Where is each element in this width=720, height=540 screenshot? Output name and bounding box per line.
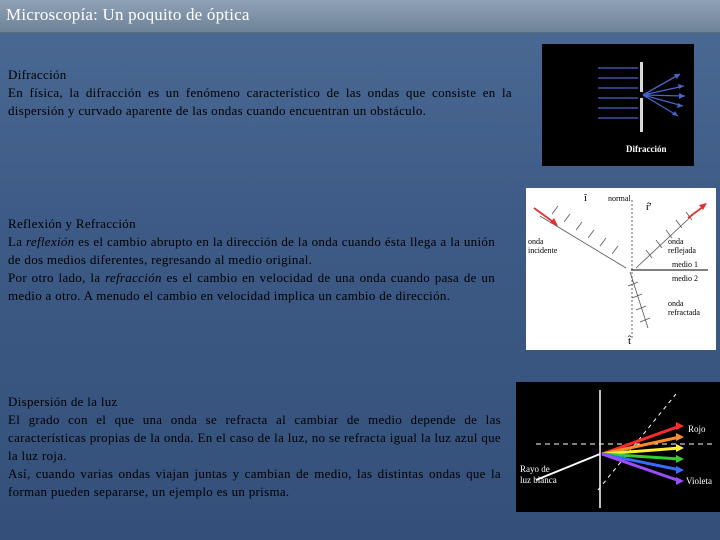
section-dispersion — [8, 393, 501, 501]
heading-difraccion: Difracción — [8, 67, 67, 82]
label-normal: normal — [608, 194, 631, 203]
prism-svg — [516, 382, 720, 512]
diffraction-caption: Difracción — [626, 144, 667, 154]
dispersed-ray-arrowhead — [676, 444, 684, 452]
label-incident-1: onda — [528, 237, 544, 246]
label-t-hat: t̂ — [628, 335, 632, 347]
text-dispersion-2: Así, cuando varias ondas viajan juntas y cambian de medio, las distintas ondas que la forman pueden separarse, un ejemplo es un prisma. — [8, 466, 501, 499]
label-violet: Violeta — [686, 476, 712, 486]
label-refracted-2: refractada — [668, 308, 700, 317]
section-difraccion — [8, 66, 512, 120]
dispersed-ray-arrowhead — [676, 455, 684, 463]
dispersed-rays — [602, 422, 684, 485]
label-incident-2: incidente — [528, 246, 558, 255]
heading-reflexion: Reflexión y Refracción — [8, 216, 136, 231]
section-reflexion — [8, 215, 495, 305]
reflection-figure — [526, 188, 716, 350]
label-refracted-1: onda — [668, 299, 684, 308]
label-reflected-2: reflejada — [668, 246, 696, 255]
label-r-hat: r̂' — [646, 201, 652, 213]
label-medio-2: medio 2 — [672, 274, 698, 283]
dispersed-ray-arrowhead — [676, 477, 684, 485]
text-difraccion: En física, la difracción es un fenómeno característico de las ondas que consiste en la dispersión y curvado aparente de las ondas cuando encuentran un obstáculo. — [8, 85, 512, 118]
label-medio-1: medio 1 — [672, 260, 698, 269]
diffracted-rays — [643, 74, 685, 116]
diffraction-figure — [542, 44, 694, 166]
label-white-2: luz blanca — [520, 475, 557, 485]
dispersed-ray-arrowhead — [676, 422, 684, 430]
heading-dispersion: Dispersión de la luz — [8, 394, 118, 409]
label-red: Rojo — [688, 424, 706, 434]
incoming-rays — [598, 68, 638, 118]
slit-upper — [640, 62, 643, 92]
slide-title-bar — [0, 0, 720, 33]
em-refraccion: refracción — [105, 270, 162, 285]
em-reflexion: reflexión — [26, 234, 75, 249]
slide-title: Microscopía: Un poquito de óptica — [6, 5, 250, 24]
dispersed-ray-arrowhead — [676, 433, 684, 441]
diffraction-svg — [542, 44, 694, 166]
text-reflexion: La reflexión es el cambio abrupto en la dirección de la onda cuando ésta llega a la unión de dos medios diferentes, regresando al medio original. — [8, 234, 495, 267]
text-dispersion-1: El grado con el que una onda se refracta al cambiar de medio depende de las características propias de la onda. En el caso de la luz, no se refracta igual la luz azul que la luz roja. — [8, 412, 501, 463]
prism-figure — [516, 382, 720, 512]
slit-lower — [640, 98, 643, 132]
label-i-hat: î — [584, 192, 588, 204]
reflection-svg — [526, 188, 716, 350]
label-white-1: Rayo de — [520, 464, 550, 474]
dispersed-ray-arrowhead — [676, 466, 684, 474]
label-reflected-1: onda — [668, 237, 684, 246]
text-refraccion: Por otro lado, la refracción es el cambio en velocidad de una onda cuando pasa de un medio a otro. A menudo el cambio en velocidad implica un cambio de dirección. — [8, 270, 496, 303]
